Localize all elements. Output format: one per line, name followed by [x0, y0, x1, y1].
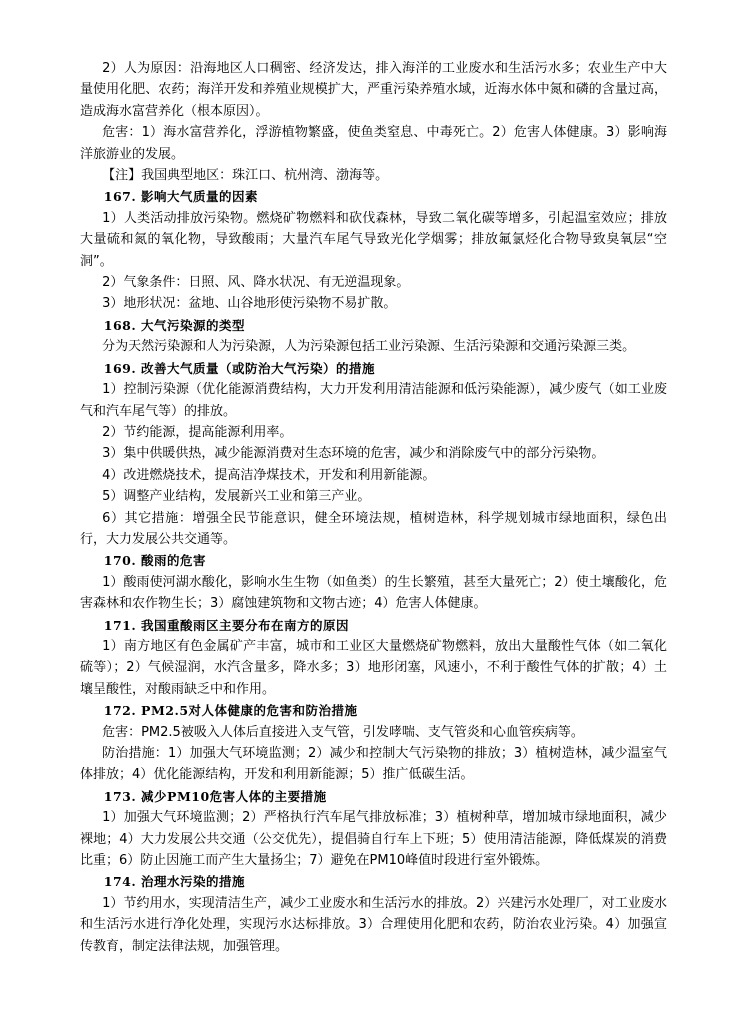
heading-173: 173. 减少PM10危害人体的主要措施: [103, 788, 327, 804]
heading-172: 172. PM2.5对人体健康的危害和防治措施: [103, 703, 358, 719]
document-page: [80, 58, 667, 957]
para-169-6: 6）其它措施：增强全民节能意识，健全环境法规，植树造林，科学规划城市绿地面积，绿色出行，大力发展公共交通等。: [80, 510, 667, 547]
para-water-harm: 危害：1）海水富营养化，浮游植物繁盛，使鱼类窒息、中毒死亡。2）危害人体健康。3）影响海洋旅游业的发展。: [80, 125, 667, 162]
heading-171: 171. 我国重酸雨区主要分布在南方的原因: [103, 617, 350, 633]
para-173: 1）加强大气环境监测；2）严格执行汽车尾气排放标准；3）植树种草，增加城市绿地面积，减少裸地；4）大力发展公共交通（公交优先），提倡骑自行车上下班；5）使用清洁能源，降低煤炭的消费比重；6）防止因施工而产生大量扬尘；7）避免在PM10峰值时段进行室外锻炼。: [80, 810, 667, 869]
para-172-harm: 危害：PM2.5被吸入人体后直接进入支气管，引发哮喘、支气管炎和心血管疾病等。: [102, 724, 584, 740]
para-169-4: 4）改进燃烧技术，提高洁净煤技术，开发和利用新能源。: [102, 467, 436, 483]
heading-170: 170. 酸雨的危害: [103, 553, 207, 569]
para-168: 分为天然污染源和人为污染源，人为污染源包括工业污染源、生活污染源和交通污染源三类。: [102, 339, 636, 355]
para-note-regions: 【注】我国典型地区：珠江口、杭州湾、渤海等。: [102, 168, 389, 184]
heading-168: 168. 大气污染源的类型: [103, 317, 246, 333]
para-170: 1）酸雨使河湖水酸化，影响水生生物（如鱼类）的生长繁殖，甚至大量死亡；2）使土壤酸化，危害森林和农作物生长；3）腐蚀建筑物和文物古迹；4）危害人体健康。: [80, 574, 667, 612]
para-167-3: 3）地形状况：盆地、山谷地形使污染物不易扩散。: [102, 296, 397, 312]
para-167-1: 1）人类活动排放污染物。燃烧矿物燃料和砍伐森林，导致二氧化碳等增多，引起温室效应；排放大量硫和氮的氧化物，导致酸雨；大量汽车尾气导致光化学烟雾；排放氟氯烃化合物导致臭氧层“空洞”。: [80, 210, 667, 269]
para-water-human-causes: 2）人为原因：沿海地区人口稠密、经济发达，排入海洋的工业废水和生活污水多；农业生产中大量使用化肥、农药；海洋开发和养殖业规模扩大，严重污染养殖水域，近海水体中氮和磷的含量过高，造成海水富营养化（根本原因）。: [80, 61, 667, 119]
para-169-2: 2）节约能源，提高能源利用率。: [102, 424, 293, 440]
para-171: 1）南方地区有色金属矿产丰富，城市和工业区大量燃烧矿物燃料，放出大量酸性气体（如二氧化硫等）；2）气候湿润，水汽含量多，降水多；3）地形闭塞，风速小，不利于酸性气体的扩散；4）土壤呈酸性，对酸雨缺乏中和作用。: [80, 638, 667, 697]
para-167-2: 2）气象条件：日照、风、降水状况、有无逆温现象。: [102, 275, 410, 291]
para-169-1: 1）控制污染源（优化能源消费结构，大力开发利用清洁能源和低污染能源），减少废气（如工业废气和汽车尾气等）的排放。: [80, 382, 667, 419]
para-169-3: 3）集中供暖供热，减少能源消费对生态环境的危害，减少和消除废气中的部分污染物。: [102, 446, 605, 462]
heading-169: 169. 改善大气质量（或防治大气污染）的措施: [103, 360, 376, 376]
heading-167: 167. 影响大气质量的因素: [103, 189, 259, 205]
para-172-measures: 防治措施：1）加强大气环境监测；2）减少和控制大气污染物的排放；3）植树造林，减少温室气体排放；4）优化能源结构，开发和利用新能源；5）推广低碳生活。: [80, 746, 667, 783]
para-174: 1）节约用水，实现清洁生产，减少工业废水和生活污水的排放。2）兴建污水处理厂，对工业废水和生活污水进行净化处理，实现污水达标排放。3）合理使用化肥和农药，防治农业污染。4）加强宣传教育，制定法律法规，加强管理。: [80, 895, 667, 954]
para-169-5: 5）调整产业结构，发展新兴工业和第三产业。: [102, 489, 371, 505]
heading-174: 174. 治理水污染的措施: [103, 874, 246, 890]
